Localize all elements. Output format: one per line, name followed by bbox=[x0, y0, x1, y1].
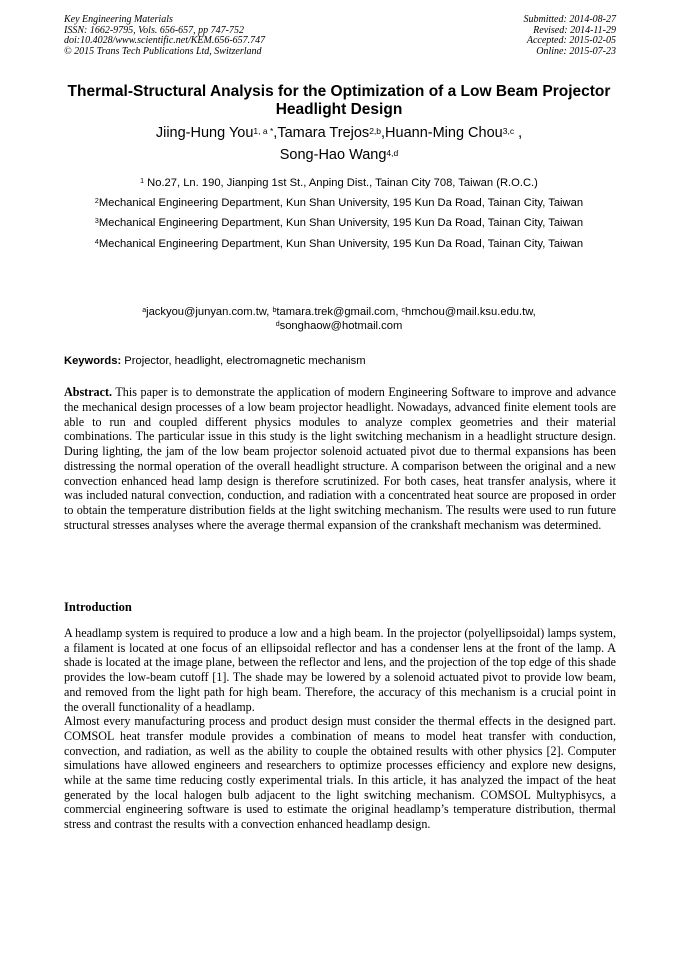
paper-title: Thermal-Structural Analysis for the Optimization of a Low Beam Projector Headlight Design bbox=[67, 83, 611, 118]
author-name: Jiing-Hung You bbox=[155, 125, 254, 141]
abstract-text: This paper is to demonstrate the application of modern Engineering Software to improve and advance the mechanical design processes of a low beam projector headlight. Nowadays, advanced finite element tools are able to run and coupled different physics modules to analyze complex geometries and their material combinations. The particular issue in this study is the light switching mechanism in a headlight structure design. During lighting, the jam of the low beam projector solenoid actuated pivot due to thermal expansions has been distressing the normal operation of the overall headlight structure. A comparison between the original and a new convection enhanced head lamp design is therefore scrutinized. For both cases, heat transfer analysis, where it was included natural convection, conduction, and radiation with a concentrated heat source are proposed in order to obtain the temperature distribution fields at the light switching mechanism. The results were used to run future structural stresses analyses where the average thermal expansion of the crankshaft mechanism was determined. bbox=[64, 385, 616, 532]
affiliation-sup: 2 bbox=[94, 198, 99, 206]
online-date: Online: 2015-07-23 bbox=[536, 45, 616, 57]
email-sup: c bbox=[401, 307, 406, 314]
journal-info bbox=[64, 15, 265, 57]
email-link[interactable]: hmchou@mail.ksu.edu.tw, bbox=[405, 306, 536, 318]
affiliation-text: Mechanical Engineering Department, Kun Shan University, 195 Kun Da Road, Tainan City, Taiwan bbox=[98, 217, 584, 230]
affiliation-text: Mechanical Engineering Department, Kun Shan University, 195 Kun Da Road, Tainan City, Taiwan bbox=[98, 197, 584, 210]
email-sup: d bbox=[275, 321, 280, 328]
accepted-date: Accepted: 2015-02-05 bbox=[526, 35, 616, 47]
author-list bbox=[50, 122, 628, 166]
keywords-label: Keywords: bbox=[64, 355, 122, 367]
abstract-label: Abstract. bbox=[64, 385, 113, 399]
author-name: Tamara Trejos bbox=[277, 125, 370, 141]
keywords-line bbox=[64, 354, 616, 368]
copyright-line: © 2015 Trans Tech Publications Ltd, Switzerland bbox=[64, 45, 262, 57]
body-paragraph: A headlamp system is required to produce a low and a high beam. In the projector (polyellipsoidal) lamps system, a filament is located at one focus of an ellipsoidal reflector and has a condenser lens at the front of the lamp. A shade is located at the image plane, between the reflector and lens, and the projection of the top edge of this shade provides the low-beam cutoff [1]. The shade may be lowered by a solenoid actuated pivot to provide low beam, and removed from the light path for high beam. Therefore, the accuracy of this mechanism is a crucial point in the overall functionality of a headlamp. bbox=[64, 626, 616, 714]
email-link[interactable]: jackyou@junyan.com.tw, bbox=[146, 306, 273, 318]
keywords-text: Projector, headlight, electromagnetic mechanism bbox=[121, 355, 366, 367]
publication-dates bbox=[524, 15, 617, 57]
email-sup: a bbox=[142, 307, 147, 314]
doi-line: doi:10.4028/www.scientific.net/KEM.656-657.747 bbox=[64, 35, 266, 47]
affiliation bbox=[80, 216, 598, 230]
author-sep: , bbox=[273, 125, 278, 141]
author-sup: 4,d bbox=[386, 148, 399, 158]
issn-line: ISSN: 1662-9795, Vols. 656-657, pp 747-752 bbox=[64, 24, 244, 36]
email-list bbox=[80, 305, 598, 333]
abstract-paragraph bbox=[64, 385, 616, 533]
email-sup: b bbox=[272, 307, 277, 314]
author-sup: 1, a * bbox=[253, 126, 274, 136]
journal-name: Key Engineering Materials bbox=[64, 14, 173, 25]
submitted-date: Submitted: 2014-08-27 bbox=[523, 14, 616, 25]
author-sup: 2,b bbox=[369, 126, 382, 136]
email-link[interactable]: tamara.trek@gmail.com, bbox=[276, 306, 402, 318]
affiliation-text: Mechanical Engineering Department, Kun Shan University, 195 Kun Da Road, Tainan City, Taiwan bbox=[98, 237, 584, 250]
affiliation bbox=[80, 176, 598, 190]
revised-date: Revised: 2014-11-29 bbox=[533, 24, 616, 36]
affiliation-list bbox=[80, 176, 598, 257]
affiliation-sup: 3 bbox=[94, 218, 99, 226]
author-sep: , bbox=[381, 125, 386, 141]
affiliation-sup: 4 bbox=[94, 238, 99, 246]
affiliation-text: No.27, Ln. 190, Jianping 1st St., Anping Dist., Tainan City 708, Taiwan (R.O.C.) bbox=[144, 177, 538, 189]
affiliation-sup: 1 bbox=[140, 178, 145, 185]
author-name: Song-Hao Wang bbox=[279, 147, 387, 163]
introduction-body bbox=[64, 626, 616, 832]
affiliation bbox=[80, 196, 598, 210]
introduction-heading: Introduction bbox=[64, 600, 132, 614]
body-paragraph: Almost every manufacturing process and product design must consider the thermal effects in the designed part. COMSOL heat transfer module provides a combination of means to model heat transfer with conduction, convection, and radiation, as well as the ability to couple the obtained results with other physics [2]. Computer simulations have allowed engineers and researchers to optimize processes efficiency and explore new designs, while at the same time reducing costly experimental trials. In this article, it has analyzed the impact of the heat generated by the local halogen bulb adjacent to the light switching mechanism. COMSOL Multyphisycs, a commercial engineering software is used to estimate the original headlamp’s temperature distribution, thermal stress and contrast the results with a convection enhanced headlamp design. bbox=[64, 714, 616, 832]
email-link[interactable]: songhaow@hotmail.com bbox=[279, 320, 403, 332]
author-sup: 3,c bbox=[502, 126, 515, 136]
author-sep: , bbox=[514, 125, 523, 141]
affiliation bbox=[80, 237, 598, 251]
author-name: Huann-Ming Chou bbox=[385, 125, 503, 141]
